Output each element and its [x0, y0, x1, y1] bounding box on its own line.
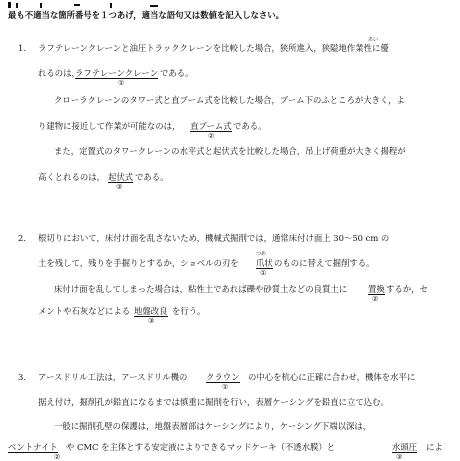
q1-ruby: あい: [368, 37, 379, 43]
q2-mark-1: ①: [260, 268, 267, 277]
q1-line-2a: れるのは，: [38, 68, 80, 78]
q2-line-4a: メントや石灰などによる: [38, 306, 131, 316]
q1-number: 1.: [18, 43, 26, 53]
q3-term-1: クラウン: [206, 372, 240, 382]
q2-mark-2: ②: [372, 294, 379, 303]
q1-line-4b: である。: [233, 121, 267, 131]
q2-line-1: 根切りにおいて，床付け面を乱さないため，機械式掘削では，通常床付け面上 30～50 cm の: [38, 233, 390, 243]
q3-line-1a: アースドリル工法は，アースドリル機の: [38, 372, 188, 382]
q3-line-3: 一般に掘削孔壁の保護は，地盤表層部はケーシングにより，ケーシング下端以深は，: [54, 421, 372, 431]
q3-line-4b: によ: [426, 442, 443, 452]
q1-line-5: また，定置式のタワークレーンの水平式と起伏式を比較した場合，吊上げ荷重が大きく揚程が: [54, 146, 406, 156]
q1-term-2: 直ブーム式: [190, 121, 232, 131]
q3-line-4a: や CMC を主体とする安定液によりできるマッドケーキ（不透水膜）と: [66, 442, 336, 452]
q1-mark-2: ②: [208, 131, 215, 140]
q1-line-4a: り建物に接近して作業が可能なのは，: [38, 121, 181, 131]
q1-mark-3: ③: [116, 182, 123, 191]
q1-line-6b: である。: [135, 172, 169, 182]
q3-term-3: 水頭圧: [392, 442, 418, 452]
q1-term-1: ラフテレーンクレーン: [75, 68, 159, 78]
q2-ruby: つめ: [256, 251, 267, 257]
q3-line-2: 据え付け，掘削孔が鉛直になるまでは慎重に掘削を行い，表層ケーシングを鉛直に立て込む。: [38, 397, 389, 407]
q3-term-2: ベントナイト: [8, 442, 58, 452]
q2-term-2: 置換: [368, 284, 385, 294]
q2-term-3: 地盤改良: [134, 306, 168, 316]
q3-line-1b: の中心を杭心に正確に合わせ，機体を水平に: [248, 372, 416, 382]
q1-line-2b: である。: [160, 68, 194, 78]
q1-term-3: 起伏式: [108, 172, 134, 182]
q2-line-2b: のものに替えて掘削する。: [274, 258, 375, 268]
q2-line-3a: 床付け面を乱してしまった場合は，粘性土であれば礫や砂質土などの良質土に: [54, 284, 348, 294]
q3-mark-3: ③: [396, 452, 403, 461]
q2-line-4b: を行う。: [172, 306, 206, 316]
instruction-text: 最も不適当な箇所番号を１つあげ，適当な語句又は数値を記入しなさい。: [8, 10, 285, 20]
q1-line-6a: 高くとれるのは，: [38, 172, 105, 182]
q3-mark-2: ②: [54, 452, 61, 461]
q1-line-1: ラフテレーンクレーンと油圧トラッククレーンを比較した場合，狭所進入，狭隘地作業性に優: [38, 43, 389, 53]
q2-line-3b: するか，セ: [386, 284, 428, 294]
q1-line-3: クローラクレーンのタワー式と直ブーム式を比較した場合，ブーム下のふところが大きく，よ: [54, 95, 405, 105]
q1-mark-1: ①: [118, 78, 125, 87]
q3-number: 3.: [18, 372, 26, 382]
q2-mark-3: ③: [148, 316, 155, 325]
q3-mark-1: ①: [222, 382, 229, 391]
q2-term-1: 爪状: [256, 258, 273, 268]
q2-number: 2.: [18, 233, 26, 243]
q2-line-2a: 土を残して，残りを手掘りとするか，ショベルの刃を: [38, 258, 239, 268]
top-cut-line: [0, 0, 460, 9]
